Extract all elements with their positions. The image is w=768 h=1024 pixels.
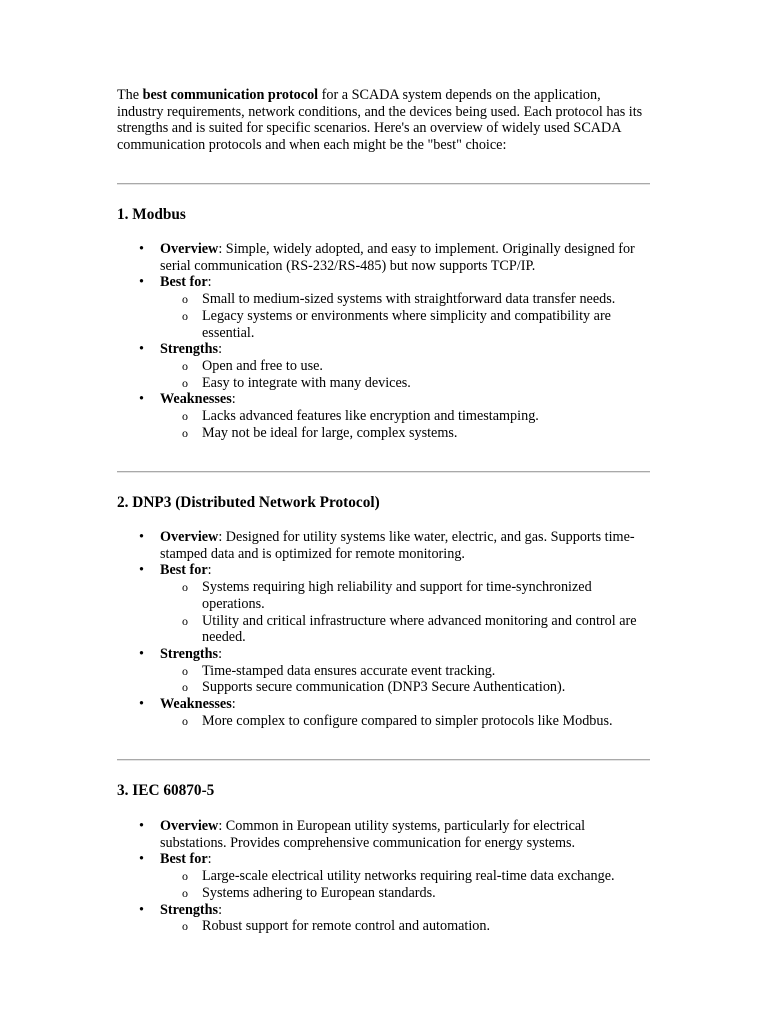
overview-label: Overview <box>160 818 219 834</box>
list-item: o Legacy systems or environments where simplicity and compatibility are essential. <box>202 308 650 341</box>
list-item: • Strengths: o Robust support for remote control and automation. <box>160 902 650 935</box>
list-item: o Easy to integrate with many devices. <box>202 375 650 392</box>
list-item: • Weaknesses: o Lacks advanced features like encryption and timestamping. o May not be ideal for large, complex systems. <box>160 391 650 441</box>
horizontal-rule <box>117 471 650 473</box>
iec-list <box>160 818 650 935</box>
overview-text: : Designed for utility systems like water, electric, and gas. Supports time-stamped data and is optimized for remote monitoring. <box>160 529 635 562</box>
strengths-label: Strengths <box>160 901 219 918</box>
intro-text-start: The <box>117 87 143 103</box>
list-item <box>160 529 650 562</box>
weaknesses-label: Weaknesses <box>160 696 232 713</box>
list-item: o Supports secure communication (DNP3 Secure Authentication). <box>202 679 650 696</box>
section-heading-modbus: 1. Modbus <box>117 206 186 223</box>
list-item: o Lacks advanced features like encryption and timestamping. <box>202 408 650 425</box>
best-for-list <box>160 579 650 646</box>
section-heading-dnp3: 2. DNP3 (Distributed Network Protocol) <box>117 494 380 511</box>
list-item: o May not be ideal for large, complex systems. <box>202 425 650 442</box>
overview-label: Overview <box>160 241 219 257</box>
list-item: • Strengths: o Open and free to use. o Easy to integrate with many devices. <box>160 341 650 391</box>
list-item: • Strengths: o Time-stamped data ensures accurate event tracking. o Supports secure communication (DNP3 Secure Authentication). <box>160 646 650 696</box>
strengths-label: Strengths <box>160 341 219 358</box>
intro-paragraph <box>117 87 647 154</box>
list-item: o Time-stamped data ensures accurate event tracking. <box>202 663 650 680</box>
best-for-label: Best for <box>160 851 208 868</box>
list-item <box>160 241 650 274</box>
strengths-list <box>160 918 650 935</box>
strengths-list <box>160 358 650 391</box>
overview-label: Overview <box>160 529 219 545</box>
best-for-list <box>160 291 650 341</box>
list-item: • Best for: o Large-scale electrical utility networks requiring real-time data exchange. o Systems adhering to European standards. <box>160 851 650 901</box>
overview-text: : Simple, widely adopted, and easy to implement. Originally designed for serial communication (RS-232/RS-485) but now supports TCP/IP. <box>160 241 635 274</box>
overview-text: : Common in European utility systems, particularly for electrical substations. Provides comprehensive communication for energy systems. <box>160 818 586 851</box>
list-item: o Systems requiring high reliability and support for time-synchronized operations. <box>202 579 650 612</box>
list-item: o Small to medium-sized systems with straightforward data transfer needs. <box>202 291 650 308</box>
strengths-list <box>160 663 650 696</box>
list-item: • Best for: o Small to medium-sized systems with straightforward data transfer needs. o Legacy systems or environments where simplicity and compatibility are essential. <box>160 274 650 341</box>
weaknesses-label: Weaknesses <box>160 391 232 408</box>
best-for-label: Best for <box>160 274 208 291</box>
list-item: o Robust support for remote control and automation. <box>202 918 650 935</box>
list-item <box>160 818 650 851</box>
list-item: • Best for: o Systems requiring high reliability and support for time-synchronized operations. o Utility and critical infrastructure where advanced monitoring and control are needed. <box>160 562 650 646</box>
intro-text-rest: for a SCADA system depends on the application, industry requirements, network conditions, and the devices being used. Each protocol has its strengths and is suited for specific scenarios. Here's an overview of widely used SCADA communication protocols and when each might be the "best" choice: <box>117 87 643 154</box>
list-item: • Weaknesses: o More complex to configure compared to simpler protocols like Modbus. <box>160 696 650 729</box>
dnp3-list <box>160 529 650 729</box>
list-item: o More complex to configure compared to simpler protocols like Modbus. <box>202 713 650 730</box>
section-heading-iec-60870-5: 3. IEC 60870-5 <box>117 782 215 799</box>
best-for-list <box>160 868 650 901</box>
list-item: o Utility and critical infrastructure where advanced monitoring and control are needed. <box>202 613 650 646</box>
strengths-label: Strengths <box>160 645 219 662</box>
best-for-label: Best for <box>160 562 208 579</box>
horizontal-rule <box>117 759 650 761</box>
list-item: o Systems adhering to European standards. <box>202 885 650 902</box>
modbus-list <box>160 241 650 441</box>
weaknesses-list <box>160 408 650 441</box>
intro-emphasis: best communication protocol <box>142 87 319 103</box>
horizontal-rule <box>117 183 650 185</box>
list-item: o Large-scale electrical utility networks requiring real-time data exchange. <box>202 868 650 885</box>
weaknesses-list <box>160 713 650 730</box>
list-item: o Open and free to use. <box>202 358 650 375</box>
